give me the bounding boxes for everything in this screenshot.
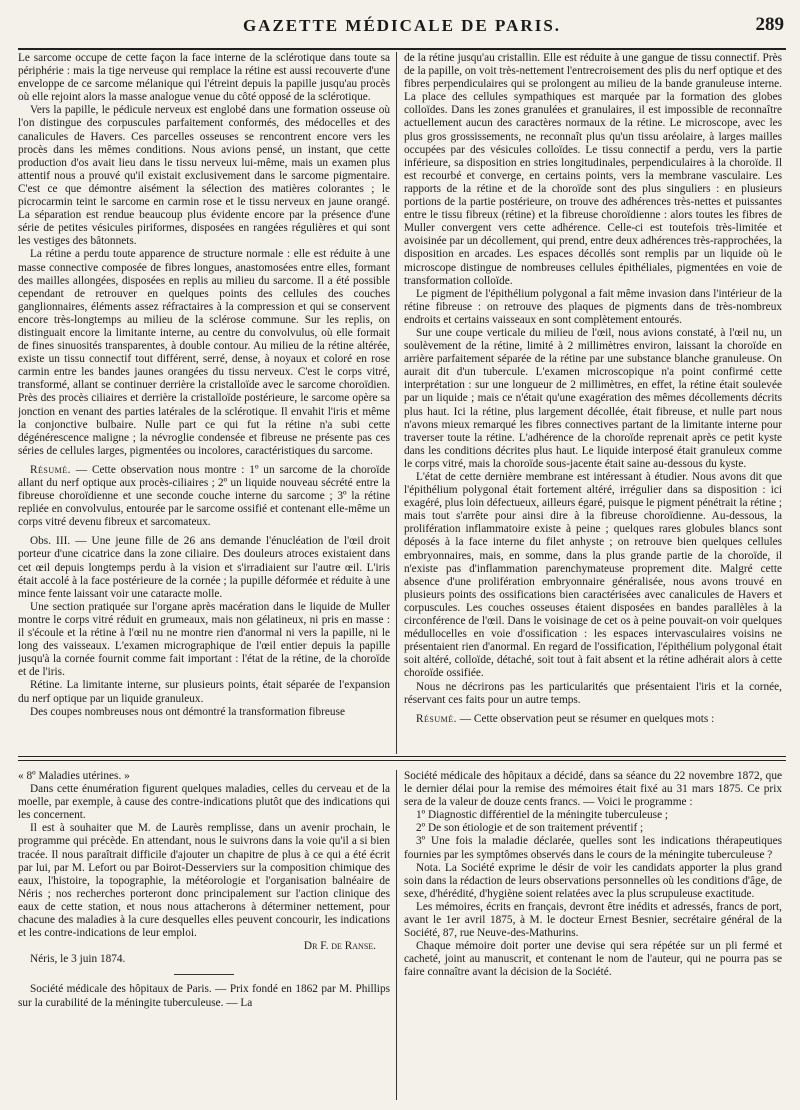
- paragraph: Dans cette énumération figurent quelques maladies, celles du cerveau et de la moelle, par exemple, à cause des contre-indications plutôt que des indications qui les concernent.: [18, 783, 390, 822]
- paragraph: Chaque mémoire doit porter une devise qui sera répétée sur un pli fermé et cacheté, joint au manuscrit, et contenant le nom de l'auteur, qui ne pourra pas se faire connaître avant la décision de la Société.: [404, 940, 782, 979]
- section-divider: [18, 760, 786, 761]
- column-divider: [396, 52, 397, 754]
- paragraph: Vers la papille, le pédicule nerveux est englobé dans une formation osseuse où l'on distingue des corpuscules parfaitement conformés, des médocelles et des canalicules de Havers. Ces parcelles osseuses se rencontrent encore vers les procès dans les mêmes conditions. Nous avions pensé, un instant, que cette production d'os avait lieu dans le tissu nerveux lui-même, mais un examen plus attentif nous a prouvé qu'il existait exclusivement dans le sarcome pigmentaire. C'est ce que démontre aisément la sélection des matières colorantes ; le picrocarmin teint le sarcome en carmin rose et le tissu nerveux en jaune orangé. La séparation est rendue beaucoup plus évidente encore par la présence d'une série de petites vésicules piriformes, disposées en rangées régulières et qui sont les vestiges des bâtonnets.: [18, 104, 390, 248]
- page-header: [18, 12, 786, 50]
- resume-text: — Cette observation nous montre : 1º un sarcome de la choroïde allant du nerf optique aux procès-ciliaires ; 2º un liquide nouveau sécrété entre la fibreuse choroïdienne et une seconde couche interne du sarcome ; 3º la rétine repliée en convolvulus, entourée par le sarcome ossifié et contenant elle-même un corps vitré devenu fibreux et sarcomateux.: [18, 463, 390, 529]
- section-divider: [18, 756, 786, 757]
- program-item: 3º Une fois la maladie déclarée, quelles sont les indications thérapeutiques fournies par les symptômes observés dans le cours de la méningite tuberculeuse ?: [404, 835, 782, 861]
- paragraph: Nous ne décrirons pas les particularités que présentaient l'iris et la cornée, réservant ces faits pour un autre temps.: [404, 680, 782, 706]
- retine-paragraph: Rétine. La limitante interne, sur plusieurs points, était séparée de l'expansion du nerf optique par un liquide granuleux.: [18, 679, 390, 705]
- column-divider: [396, 770, 397, 1100]
- paragraph: Le sarcome occupe de cette façon la face interne de la sclérotique dans toute sa périphérie : mais la tige nerveuse qui remplace la rétine est aussi recouverte d'une enveloppe de ce sarcome mélanique qui l'étreint depuis la papille jusqu'au procès où elle rejoint alors la masse analogue venue du côté opposé de la sclérotique.: [18, 52, 390, 104]
- left-column-top: [18, 52, 390, 754]
- paragraph: Le pigment de l'épithélium polygonal a fait même invasion dans l'intérieur de la rétine fibreuse : on retrouve des plaques de pigments dans de très-nombreux endroits et certains vaisseaux en sont complètement entourés.: [404, 287, 782, 326]
- resume-paragraph: [404, 713, 782, 726]
- short-divider: [174, 974, 234, 975]
- signature-date: Néris, le 3 juin 1874.: [30, 953, 126, 966]
- paragraph: Société médicale des hôpitaux a décidé, dans sa séance du 22 novembre 1872, que le dernier délai pour la remise des mémoires était fixé au 31 mars 1875. Ce prix sera de la valeur de douze cents francs. — Voici le programme :: [404, 770, 782, 809]
- paragraph: Une section pratiquée sur l'organe après macération dans le liquide de Muller montre le corps vitré réduit en grumeaux, mais non gélatineux, ni pris en masse : il s'écoule et la rétine à l'œil nu ne montre rien d'anormal ni vers la papille, ni le long des vaisseaux. L'examen micrographique de l'œil entier depuis la papille jusqu'à la cornée fournit comme fait important : l'état de la rétine, de la choroïde et de l'iris.: [18, 600, 390, 679]
- paragraph: Les mémoires, écrits en français, devront être inédits et adressés, francs de port, avant le 1er avril 1875, à M. le docteur Ernest Besnier, secrétaire général de la Société, 87, rue Neuve-des-Mathurins.: [404, 900, 782, 940]
- right-column-top: [404, 52, 782, 754]
- resume-text: — Cette observation peut se résumer en quelques mots :: [456, 712, 715, 725]
- paragraph: L'état de cette dernière membrane est intéressant à étudier. Nous avons dit que l'épithélium polygonal était fortement altéré, irrégulier dans sa disposition : ici exagéré, plus loin défectueux, ailleurs égaré, puisque le pigment pénétrait la rétine ; mais tout s'arrête pour ainsi dire à la fibreuse choroïdienne. Au-dessous, la prolifération inflammatoire existe à peine ; quelques rares globules blancs sont déposés à la face interne du filet anhyste ; on retrouve bien quelques cellules embryonnaires, mais, en somme, dans la plus grande partie de la choroïde, il n'existe pas d'inflammation parenchymateuse proprement dite. Malgré cette absence d'une prolifération embryonnaire généralisée, nous avons trouvé en plusieurs points des ossifications bien caractérisées avec canalicules de Havers et corpuscules. Les couches osseuses étaient disposées en bandes parallèles à la circonférence de l'œil. Dans le voisinage de cet os à peine pouvait-on voir quelques médullocelles en voie d'ossification : les espaces intervasculaires voisins ne présentaient rien d'anormal. En regard de l'ossification, l'épithélium polygonal était soit altéré, colloïde, détaché, soit tout à fait absent et la rétine adhérait alors à cette choroïde ossifiée.: [404, 471, 782, 680]
- page-number: 289: [755, 14, 784, 35]
- left-column-bottom: [18, 770, 390, 1100]
- program-item: 1º Diagnostic différentiel de la méningite tuberculeuse ;: [416, 809, 669, 822]
- paragraph: La rétine a perdu toute apparence de structure normale : elle est réduite à une masse connective composée de fibres longues, anastomosées entre elles, formant des mailles allongées, disposées en replis au milieu du sarcome. Il a été possible cependant de retrouver en quelques points des cellules des couches ganglionnaires, éléments assez réfractaires à la compression et qui se conservent encore très-longtemps au milieu de la sclérose commune. Sur les replis, on distinguait encore la limitante interne, au centre du convolvulus, où elle formait de fines sinuosités transparentes, à double contour. Au milieu de la rétine altérée, existe un tissu connectif tout différent, serré, dense, à noyaux et coloré en rose carmin entre les bandes jaunes orangées du tissu nerveux. C'est le corps vitré, transformé, allant se continuer derrière la cristalloïde avec le sarcome choroïdien. Près des procès ciliaires et derrière la cristalloïde postérieure, le sarcome opère sa jonction en venant des parties latérales de la sclérotique. Il envahit l'iris et même la conjonctive bulbaire. Nulle part ce qui fut la rétine n'a subi cette dégénérescence maligne ; la névroglie condensée et fibreuse ne présente pas ces séries de cellules larges, pigmentées ou incolores, caractéristiques du sarcome.: [18, 248, 390, 457]
- section-heading: « 8º Maladies utérines. »: [18, 770, 130, 782]
- paragraph: de la rétine jusqu'au cristallin. Elle est réduite à une gangue de tissu connectif. Près de la papille, on voit très-nettement l'entrecroisement des plis du nerf optique et des fibres perpendiculaires qui se prolongent au milieu de la bande granuleuse interne. La place des cellules sympathiques est marquée par la formation des globes colloïdes. Dans les zones granulées et granulaires, il est impossible de reconnaître actuellement aucun des caractères normaux de la rétine. Le microscope, avec les plus gros grossissements, ne reconnaît plus qu'un tissu aréolaire, à larges mailles occupées par des vésicules colloïdes. Le tissu connectif a perdu, vers la partie inférieure, sa disposition en stries longitudinales, perpendiculaires à la choroïde. Il est recourbé et converge, en certains points, vers la membrane vasculaire. Les rapports de la rétine et de la choroïde sont des plus singuliers : en plusieurs portions de la partie postérieure, on trouve des adhérences très-nettes et puissantes entre le tissu fibreux (rétine) et la fibreuse choroïdienne : alors toutes les fibres de Muller convergent vers cette adhérence. Celle-ci est toutefois très-limitée et avoisinée par un décollement, qui prend, entre deux adhérences très-rapprochées, la disposition en arcades. Les espaces décollés sont remplis par un liquide où le microscope distingue de nombreuses cellules épithéliales, pigmentées en voie de transformation colloïde.: [404, 52, 782, 287]
- societe-paragraph: Société médicale des hôpitaux de Paris. — Prix fondé en 1862 par M. Phillips sur la curabilité de la méningite tuberculeuse. — La: [18, 983, 390, 1009]
- resume-label: Résumé.: [416, 712, 457, 725]
- resume-paragraph: [18, 464, 390, 529]
- journal-title: GAZETTE MÉDICALE DE PARIS.: [242, 16, 562, 35]
- nota-paragraph: Nota. La Société exprime le désir de voir les candidats apporter la plus grand soin dans la rédaction de leurs observations personnelles où les conditions d'âge, de sexe, d'hérédité, d'hygiène soient relatées avec la plus scrupuleuse exactitude.: [404, 861, 782, 900]
- program-item: 2º De son étiologie et de son traitement préventif ;: [416, 822, 644, 835]
- paragraph: Sur une coupe verticale du milieu de l'œil, nous avions constaté, à l'œil nu, un soulèvement de la rétine, limité à 2 millimètres environ, laissant la choroïde en arrière parfaitement séparée de la rétine par une substance blanche granuleuse. On aurait dit d'un tubercule. L'examen microscopique n'a point confirmé cette interprétation : sur une longueur de 2 millimètres, en effet, la rétine était soulevée par un liquide ; mais ce n'était qu'une exagération des mêmes décollements décrits plus haut. Ici la rétine, plus largement décollée, était fibreuse, et nulle part nous n'avons mieux remarqué les fibres connectives partant de la limitante interne pour traverser toute la rétine. L'adhérence de la choroïde reprenait après ce petit kyste dans les conditions décrites plus haut. Le liquide interposé était granuleux comme le corps vitré, mais la choroïde sous-jacente était saine au-dessous du kyste.: [404, 326, 782, 470]
- paragraph: Il est à souhaiter que M. de Laurès remplisse, dans un avenir prochain, le programme qui précède. En attendant, nous le suivrons dans la voie qu'il a si bien tracée. Il nous paraîtrait difficile d'ajouter un chapitre de plus à ce qui a été écrit par lui, par M. Lefort ou par Boirot-Desserviers sur la composition chimique des eaux, l'histoire, la topographie, la météorologie et l'organisation balnéaire de Néris ; nos recherches porteront donc principalement sur l'action clinique des eaux de cette station, et nous nous attacherons à déterminer nettement, pour chacune des maladies à la cure desquelles elles peuvent concourir, les indications et les contre-indications de leur emploi.: [18, 822, 390, 940]
- observation-paragraph: Obs. III. — Une jeune fille de 26 ans demande l'énucléation de l'œil droit porteur d'une cicatrice dans la zone ciliaire. Des douleurs atroces existaient dans cet œil depuis longtemps perdu à la vision et s'irradiaient sur l'autre œil. L'iris était accolé à la face postérieure de la cornée ; la pupille déformée et réduite à une mince fente laissant voir une cataracte molle.: [18, 535, 390, 600]
- resume-label: Résumé.: [30, 463, 71, 476]
- author-signature: Dr F. de Ranse.: [303, 940, 376, 953]
- right-column-bottom: [404, 770, 782, 1100]
- paragraph: Des coupes nombreuses nous ont démontré la transformation fibreuse: [30, 705, 345, 718]
